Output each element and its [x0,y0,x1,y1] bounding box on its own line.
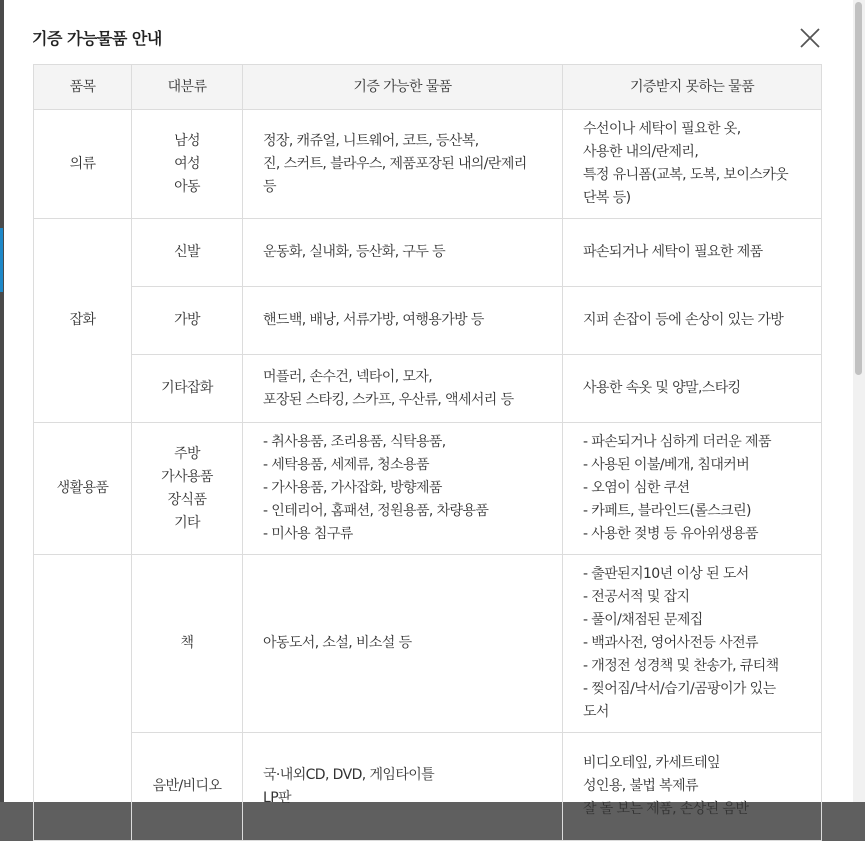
subcategory-cell: 남성 여성 아동 [132,110,243,219]
acceptable-cell: 핸드백, 배낭, 서류가방, 여행용가방 등 [243,287,563,355]
header-subcategory: 대분류 [132,65,243,110]
table-header-row [34,65,822,110]
acceptable-cell: 국·내외CD, DVD, 게임타이틀 LP판 [243,733,563,841]
not-acceptable-cell: - 파손되거나 심하게 더러운 제품 - 사용된 이불/베개, 침대커버 - 오염이 심한 쿠션 - 카페트, 블라인드(롤스크린) - 사용한 젖병 등 유아위생용품 [563,423,822,555]
category-cell: 생활용품 [34,423,132,555]
background-accent [0,228,3,292]
subcategory-cell: 신발 [132,219,243,287]
table-row [34,355,822,423]
donation-items-dialog [4,0,857,817]
acceptable-cell: 정장, 캐쥬얼, 니트웨어, 코트, 등산복, 진, 스커트, 블라우스, 제품포장된 내의/란제리 등 [243,110,563,219]
header-acceptable: 기증 가능한 물품 [243,65,563,110]
not-acceptable-cell: 사용한 속옷 및 양말,스타킹 [563,355,822,423]
header-not-acceptable: 기증받지 못하는 물품 [563,65,822,110]
not-acceptable-cell: 비디오테잎, 카세트테잎 성인용, 불법 복제류 잘 돌 보는 제품, 손상된 음반 [563,733,822,841]
subcategory-cell: 음반/비디오 [132,733,243,841]
donation-items-table [33,64,822,841]
category-cell: 의류 [34,110,132,219]
acceptable-cell: - 취사용품, 조리용품, 식탁용품, - 세탁용품, 세제류, 청소용품 - 가사용품, 가사잡화, 방향제품 - 인테리어, 홈패션, 정원용품, 차량용품 - 미사용 침구류 [243,423,563,555]
not-acceptable-cell: 파손되거나 세탁이 필요한 제품 [563,219,822,287]
table-row [34,423,822,555]
close-icon [796,24,824,52]
subcategory-cell: 주방 가사용품 장식품 기타 [132,423,243,555]
subcategory-cell: 책 [132,555,243,733]
table-row [34,219,822,287]
scrollbar-thumb[interactable] [855,2,862,375]
table-row [34,287,822,355]
subcategory-cell: 가방 [132,287,243,355]
subcategory-cell: 기타잡화 [132,355,243,423]
header-category: 품목 [34,65,132,110]
vertical-scrollbar[interactable] [853,0,865,802]
not-acceptable-cell: - 출판된지10년 이상 된 도서 - 전공서적 및 잡지 - 풀이/채점된 문제집 - 백과사전, 영어사전등 사전류 - 개정전 성경책 및 찬송가, 큐티책 - 찢어짐/낙서/습기/곰팡이가 있는 도서 [563,555,822,733]
close-button[interactable] [796,24,824,52]
table-row [34,110,822,219]
dialog-title: 기증 가능물품 안내 [32,29,162,48]
table-row [34,555,822,733]
not-acceptable-cell: 수선이나 세탁이 필요한 옷, 사용한 내의/란제리, 특정 유니폼(교복, 도복, 보이스카웃 단복 등) [563,110,822,219]
acceptable-cell: 머플러, 손수건, 넥타이, 모자, 포장된 스타킹, 스카프, 우산류, 액세서리 등 [243,355,563,423]
acceptable-cell: 아동도서, 소설, 비소설 등 [243,555,563,733]
table-row [34,733,822,841]
acceptable-cell: 운동화, 실내화, 등산화, 구두 등 [243,219,563,287]
category-cell: 잡화 [34,219,132,423]
not-acceptable-cell: 지퍼 손잡이 등에 손상이 있는 가방 [563,287,822,355]
category-cell [34,555,132,841]
